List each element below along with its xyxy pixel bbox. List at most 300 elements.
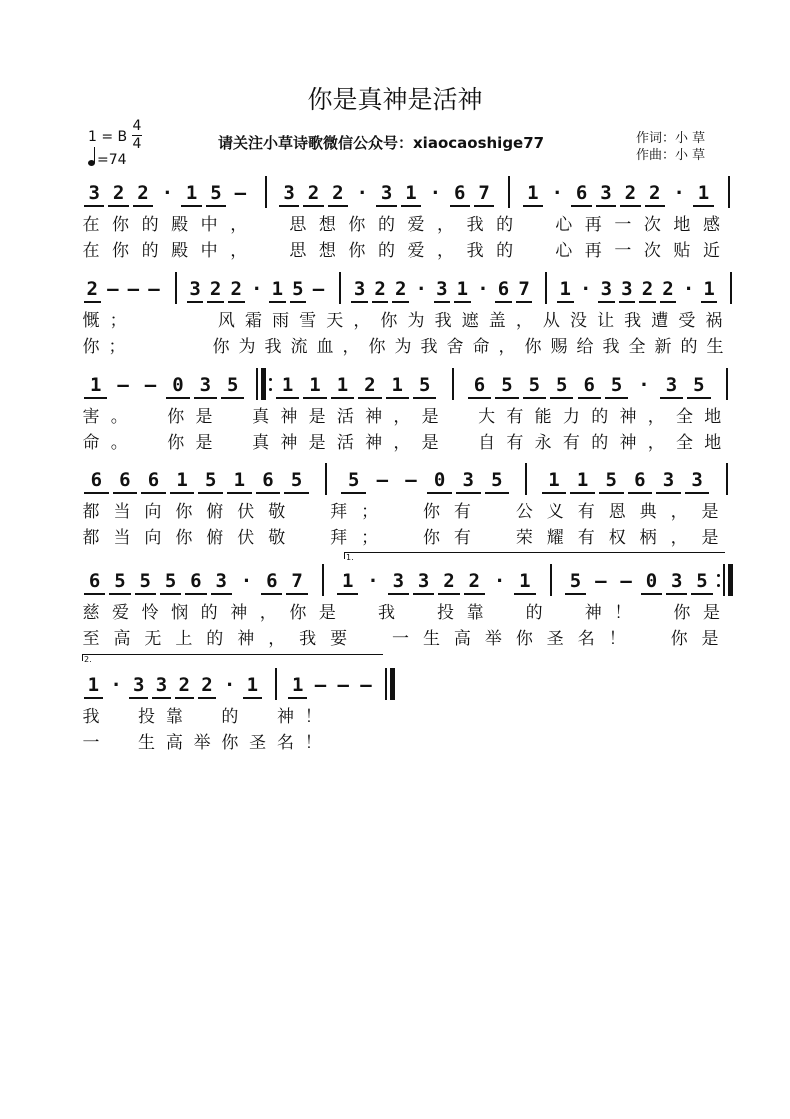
lyric-char: 要 <box>330 629 348 649</box>
lyric-char <box>641 602 663 624</box>
note: 5 <box>491 469 503 491</box>
lyric-char: 为 <box>394 337 412 357</box>
note: 1 <box>185 182 198 204</box>
lyric-char: ， <box>670 528 688 548</box>
lyric-char: 的 <box>680 337 698 357</box>
note: 1 <box>576 469 589 491</box>
lyric-char: 想 <box>318 241 336 261</box>
note: 2 <box>468 570 480 592</box>
note: 5 <box>204 469 217 491</box>
note: 0 <box>172 374 184 396</box>
lyric-char: 中 <box>200 215 218 235</box>
lyric-char: ， <box>393 407 411 427</box>
lyric-char <box>108 732 130 754</box>
eighth-beam <box>495 397 518 399</box>
volta-bracket-2 <box>82 654 383 661</box>
lyric-char <box>346 602 368 624</box>
eighth-beam <box>550 397 573 399</box>
lyric-char: 都 <box>82 502 100 522</box>
subtitle: 请关注小草诗歌微信公众号：xiaocaoshige77 <box>218 134 545 152</box>
lyric-char: 霜 <box>245 311 262 331</box>
dash-extension: – <box>144 374 157 396</box>
key-signature: 1 = B <box>88 129 128 145</box>
lyric-char: 神 <box>365 407 383 427</box>
lyric-char: 有 <box>506 407 524 427</box>
eighth-beam <box>474 205 494 207</box>
lyric-char: 有 <box>577 502 595 522</box>
note: 3 <box>665 374 678 396</box>
lyric-char <box>137 406 159 428</box>
lyric-char: ； <box>108 337 126 357</box>
note: 1 <box>548 469 560 491</box>
note: 1 <box>405 182 417 204</box>
lyric-char: 神 <box>619 407 637 427</box>
note: 6 <box>473 374 486 396</box>
note: 5 <box>114 570 126 592</box>
note: 1 <box>527 182 539 204</box>
lyric-char: 你 <box>112 215 130 235</box>
barline <box>730 272 732 304</box>
eighth-beam <box>514 593 535 595</box>
eighth-beam <box>619 301 636 303</box>
eighth-beam <box>565 593 586 595</box>
eighth-beam <box>113 492 138 494</box>
note: 5 <box>348 469 360 491</box>
lyric-char: 力 <box>562 407 580 427</box>
note: 2 <box>374 278 386 300</box>
note: 2 <box>641 278 654 300</box>
lyric-char <box>405 602 427 624</box>
eighth-beam <box>542 492 567 494</box>
eighth-beam <box>685 492 710 494</box>
eighth-beam <box>620 205 640 207</box>
double-barline <box>261 368 266 400</box>
dot-duration: · <box>477 278 489 300</box>
lyric-char: ， <box>498 337 516 357</box>
note: 1 <box>456 278 469 300</box>
barline <box>723 564 725 596</box>
lyric-line-2 <box>0 527 790 549</box>
lyric-char: 我 <box>299 629 317 649</box>
eighth-beam <box>351 301 368 303</box>
lyric-char: 有 <box>577 528 595 548</box>
lyric-char <box>494 602 516 624</box>
lyric-char: 的 <box>141 215 159 235</box>
lyric-char: 神 <box>276 707 294 727</box>
note: 2 <box>201 674 213 696</box>
lyric-char <box>158 336 180 358</box>
lyric-char: 给 <box>576 337 594 357</box>
double-barline <box>390 668 395 700</box>
lyric-char: 你 <box>380 311 398 331</box>
dash-extension: – <box>360 674 372 696</box>
note: 1 <box>519 570 531 592</box>
eighth-beam <box>279 205 299 207</box>
lyric-char: 的 <box>141 241 159 261</box>
eighth-beam <box>288 697 307 699</box>
quarter-note-icon <box>88 160 95 166</box>
eighth-beam <box>645 205 665 207</box>
lyric-char: 你 <box>221 733 239 753</box>
dash-extension: – <box>376 469 389 491</box>
dash-extension: – <box>312 278 325 300</box>
eighth-beam <box>570 492 595 494</box>
eighth-beam <box>198 492 223 494</box>
eighth-beam <box>109 593 130 595</box>
note: 1 <box>89 374 102 396</box>
lyric-char: 我 <box>420 337 438 357</box>
note: 5 <box>227 374 239 396</box>
eighth-beam <box>438 593 459 595</box>
lyric-char <box>221 432 243 454</box>
lyric-char: 的 <box>496 215 514 235</box>
lyric-char: 是 <box>702 603 720 623</box>
lyric-char: 投 <box>138 707 156 727</box>
lyric-char: 的 <box>496 241 514 261</box>
lyric-char: 公 <box>515 502 533 522</box>
eighth-beam <box>495 301 512 303</box>
eighth-beam <box>84 697 103 699</box>
note: 3 <box>600 182 612 204</box>
note: 6 <box>262 469 274 491</box>
dash-extension: – <box>234 182 247 204</box>
dot-duration: · <box>251 278 263 300</box>
note: 5 <box>605 469 617 491</box>
eighth-beam <box>605 397 628 399</box>
lyric-char: 神 <box>237 629 255 649</box>
tempo-value: =74 <box>97 152 127 168</box>
lyric-char: 是 <box>318 603 336 623</box>
lyric-char: 神 <box>619 433 637 453</box>
eighth-beam <box>557 301 574 303</box>
lyric-char: 慈 <box>82 603 100 623</box>
eighth-beam <box>660 397 683 399</box>
lyric-char: ， <box>647 433 665 453</box>
lyric-char: 敬 <box>268 528 286 548</box>
lyric-char: 为 <box>407 311 425 331</box>
dot-duration: · <box>415 278 427 300</box>
lyric-char: 柄 <box>639 528 657 548</box>
eighth-beam <box>434 301 451 303</box>
lyric-char: 你 <box>524 337 542 357</box>
note: 1 <box>281 374 294 396</box>
lyric-char: 天 <box>326 311 344 331</box>
dash-extension: – <box>314 674 327 696</box>
volta-bracket-1 <box>344 552 725 559</box>
lyric-char <box>191 706 213 728</box>
lyric-char <box>553 602 575 624</box>
lyric-line-1 <box>0 406 790 428</box>
lyric-line-2 <box>0 628 790 650</box>
lyric-char: ， <box>647 407 665 427</box>
note: 6 <box>583 374 595 396</box>
dot-duration: · <box>580 278 592 300</box>
eighth-beam <box>656 492 681 494</box>
lyric-char <box>134 310 156 332</box>
lyric-char: 感 <box>702 215 720 235</box>
lyric-char: 我 <box>82 707 100 727</box>
note: 3 <box>189 278 201 300</box>
lyric-char: 从 <box>542 311 560 331</box>
note: 6 <box>90 469 103 491</box>
barline <box>339 272 341 304</box>
note: 2 <box>662 278 674 300</box>
lyric-char: 一 <box>614 241 632 261</box>
dot-duration: · <box>161 182 174 204</box>
lyric-char: 有 <box>506 433 524 453</box>
lyric-char: 你 <box>673 603 691 623</box>
note: 3 <box>662 469 675 491</box>
eighth-beam <box>628 492 653 494</box>
eighth-beam <box>284 492 309 494</box>
note: 6 <box>454 182 466 204</box>
lyric-char: 是 <box>421 433 439 453</box>
eighth-beam <box>701 301 718 303</box>
barline <box>275 668 277 700</box>
lyric-char: 恩 <box>608 502 626 522</box>
lyric-line-2 <box>0 732 790 754</box>
lyric-char: 怜 <box>141 603 159 623</box>
eighth-beam <box>181 205 201 207</box>
note: 2 <box>230 278 242 300</box>
lyric-char: 活 <box>336 433 354 453</box>
eighth-beam <box>571 205 591 207</box>
lyric-char: 受 <box>678 311 696 331</box>
lyric-char: 至 <box>82 629 100 649</box>
eighth-beam <box>207 301 224 303</box>
lyric-char <box>297 527 319 549</box>
lyric-char: 生 <box>138 733 156 753</box>
note: 1 <box>341 570 354 592</box>
eighth-beam <box>693 205 713 207</box>
lyric-char: 殿 <box>171 215 189 235</box>
lyric-line-2 <box>0 240 790 262</box>
lyric-char <box>297 501 319 523</box>
barline <box>175 272 177 304</box>
lyric-char: 大 <box>478 407 496 427</box>
dash-extension: – <box>148 278 160 300</box>
lyric-char: 爱 <box>407 241 425 261</box>
lyric-char: 流 <box>290 337 308 357</box>
lyric-char: 的 <box>206 629 224 649</box>
lyric-char: 害 <box>82 407 100 427</box>
lyric-char: 再 <box>584 241 602 261</box>
note: 1 <box>271 278 284 300</box>
eighth-beam <box>372 301 389 303</box>
lyric-char: 贴 <box>673 241 691 261</box>
barline <box>726 463 728 495</box>
eighth-beam <box>211 593 232 595</box>
eighth-beam <box>303 205 323 207</box>
barline <box>385 668 387 700</box>
note: 2 <box>112 182 125 204</box>
lyric-char <box>390 501 412 523</box>
lyric-char: 赐 <box>550 337 568 357</box>
note: 1 <box>391 374 403 396</box>
note: 1 <box>233 469 246 491</box>
lyric-char: 一 <box>392 629 410 649</box>
dash-extension: – <box>595 570 607 592</box>
dot-duration: · <box>110 674 122 696</box>
lyric-char: 义 <box>546 502 564 522</box>
lyric-char: 荣 <box>515 528 533 548</box>
lyric-char <box>523 214 545 236</box>
eighth-beam <box>170 492 195 494</box>
note: 7 <box>518 278 530 300</box>
lyric-char <box>523 240 545 262</box>
eighth-beam <box>187 301 204 303</box>
lyric-char: 地 <box>673 215 691 235</box>
lyric-char: 。 <box>110 433 128 453</box>
lyric-char: 是 <box>701 528 719 548</box>
note: 1 <box>336 374 349 396</box>
note: 6 <box>119 469 131 491</box>
lyric-char <box>188 310 210 332</box>
eighth-beam <box>141 492 166 494</box>
note: 3 <box>691 469 703 491</box>
note: 3 <box>133 674 145 696</box>
dot-duration: · <box>367 570 379 592</box>
lyric-char: 你 <box>167 433 185 453</box>
lyric-char: 是 <box>308 407 326 427</box>
dash-extension: – <box>337 674 349 696</box>
lyric-char: 全 <box>675 407 693 427</box>
note: 2 <box>209 278 222 300</box>
lyric-char: 在 <box>82 241 100 261</box>
lyric-char: 名 <box>577 629 595 649</box>
lyric-char: 。 <box>110 407 128 427</box>
lyric-char: 是 <box>701 502 719 522</box>
eighth-beam <box>185 593 206 595</box>
lyric-char: 有 <box>562 433 580 453</box>
eighth-beam <box>261 593 282 595</box>
dot-duration: · <box>638 374 650 396</box>
lyric-char: ， <box>259 603 277 623</box>
lyric-char: 的 <box>377 241 395 261</box>
lyric-char: ！ <box>304 733 322 753</box>
lyric-char <box>221 406 243 428</box>
note: 3 <box>621 278 633 300</box>
eighth-beam <box>194 397 217 399</box>
lyric-char: 心 <box>555 215 573 235</box>
dash-extension: – <box>405 469 417 491</box>
note: 5 <box>569 570 582 592</box>
note: 5 <box>501 374 513 396</box>
lyric-char: 高 <box>453 629 471 649</box>
lyric-char: 神 <box>365 433 383 453</box>
lyric-char: ， <box>515 311 533 331</box>
lyric-char: ， <box>342 337 360 357</box>
eighth-beam <box>450 205 470 207</box>
note: 3 <box>155 674 168 696</box>
eighth-beam <box>166 397 189 399</box>
lyric-char: ， <box>353 311 371 331</box>
lyric-char: 你 <box>175 502 193 522</box>
lyric-char: 地 <box>704 407 722 427</box>
lyric-char <box>447 432 469 454</box>
eighth-beam <box>413 397 436 399</box>
lyric-char: 当 <box>113 528 131 548</box>
note: 5 <box>693 374 705 396</box>
lyric-char: 血 <box>316 337 334 357</box>
note: 3 <box>283 182 295 204</box>
lyric-char: 你 <box>670 629 688 649</box>
lyric-char: 能 <box>534 407 552 427</box>
lyric-char: 我 <box>264 337 282 357</box>
lyric-char: 雨 <box>272 311 290 331</box>
eighth-beam <box>691 593 712 595</box>
eighth-beam <box>456 492 481 494</box>
dot-duration: · <box>429 182 442 204</box>
lyric-char: 没 <box>570 311 587 331</box>
eighth-beam <box>392 301 409 303</box>
time-signature-bottom: 4 <box>132 136 142 152</box>
lyric-char: 一 <box>614 215 632 235</box>
eighth-beam <box>84 205 104 207</box>
lyric-char: 悯 <box>171 603 189 623</box>
eighth-beam <box>84 397 107 399</box>
lyric-char <box>247 706 269 728</box>
eighth-beam <box>198 697 217 699</box>
lyric-char: 名 <box>276 733 294 753</box>
lyric-char: 高 <box>113 629 131 649</box>
lyric-char: 全 <box>628 337 646 357</box>
eighth-beam <box>666 593 687 595</box>
barline <box>508 176 510 208</box>
lyric-char: 俯 <box>206 528 224 548</box>
note: 5 <box>418 374 431 396</box>
lyric-char: ！ <box>608 629 626 649</box>
eighth-beam <box>596 205 616 207</box>
note: 3 <box>199 374 212 396</box>
note: 2 <box>443 570 455 592</box>
lyric-char <box>161 310 183 332</box>
eighth-beam <box>108 205 128 207</box>
eighth-beam <box>84 492 109 494</box>
barline <box>322 564 324 596</box>
lyric-char: 耀 <box>546 528 564 548</box>
lyric-char: 我 <box>434 311 452 331</box>
lyric-char: 的 <box>377 215 395 235</box>
lyric-char: 永 <box>534 433 552 453</box>
note: 1 <box>176 469 188 491</box>
lyric-char: ！ <box>304 707 322 727</box>
lyric-char: 遭 <box>651 311 669 331</box>
eighth-beam <box>523 205 543 207</box>
eighth-beam <box>84 301 101 303</box>
note: 5 <box>290 469 303 491</box>
eighth-beam <box>687 397 710 399</box>
note: 5 <box>528 374 541 396</box>
lyric-char: 全 <box>675 433 693 453</box>
lyric-char: 拜 <box>330 502 348 522</box>
lyric-char: 生 <box>706 337 724 357</box>
lyric-char: 拜 <box>330 528 348 548</box>
note: 3 <box>88 182 100 204</box>
lyric-char: 有 <box>453 528 471 548</box>
eighth-beam <box>269 301 286 303</box>
lyric-char: 无 <box>144 629 162 649</box>
note: 0 <box>433 469 446 491</box>
lyric-char: 次 <box>643 241 661 261</box>
lyric-char: 慨 <box>82 311 100 331</box>
note: 6 <box>147 469 160 491</box>
eighth-beam <box>341 492 366 494</box>
note: 7 <box>478 182 490 204</box>
lyric-char: 你 <box>112 241 130 261</box>
lyric-char: 真 <box>252 433 270 453</box>
eighth-beam <box>84 593 105 595</box>
